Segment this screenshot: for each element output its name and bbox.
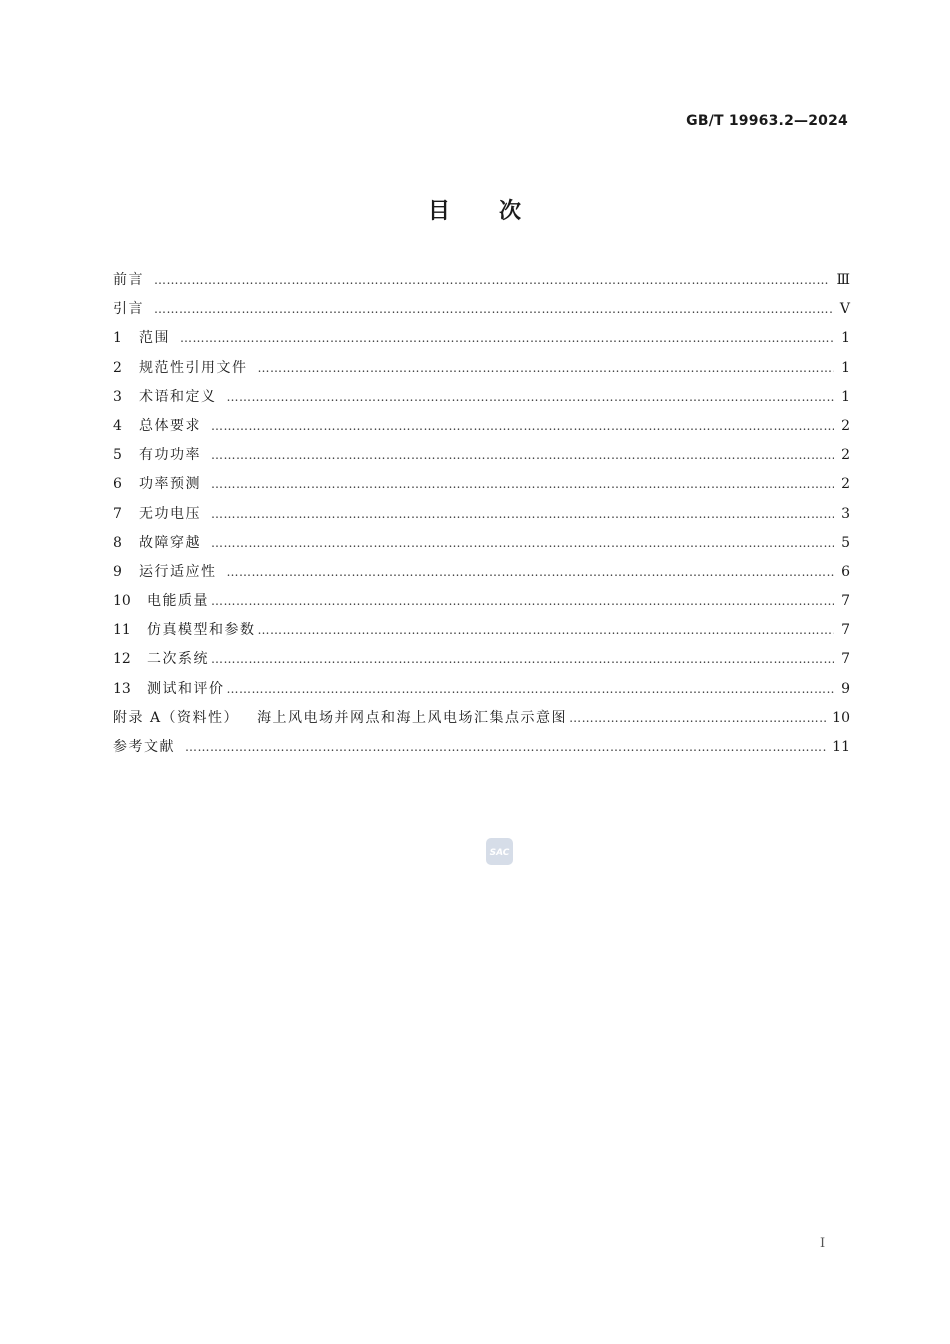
toc-entry-label: 范围	[139, 330, 170, 347]
toc-entry-label: 有功功率	[139, 447, 201, 464]
toc-entry-general-requirements[interactable]	[113, 415, 850, 444]
toc-entry-label: 无功电压	[139, 505, 201, 522]
toc-leader-dots	[227, 565, 835, 579]
toc-leader-dots	[258, 623, 835, 637]
toc-entry-page: 7	[841, 593, 850, 610]
toc-leader-dots	[154, 302, 834, 316]
toc-entry-active-power[interactable]	[113, 444, 850, 473]
toc-leader-dots	[227, 682, 835, 696]
toc-entry-number: 7	[113, 505, 122, 522]
toc-entry-page: 2	[841, 476, 850, 493]
sac-logo-icon	[486, 838, 513, 865]
toc-entry-label: 附录 A（资料性）	[113, 709, 240, 726]
toc-entry-page: Ⅲ	[836, 272, 850, 288]
toc-leader-dots	[211, 594, 834, 608]
toc-entry-power-quality[interactable]	[113, 590, 850, 619]
toc-entry-label: 规范性引用文件	[139, 359, 248, 376]
toc-entry-reactive-voltage[interactable]	[113, 503, 850, 532]
toc-entry-bibliography[interactable]	[113, 736, 850, 765]
toc-entry-simulation-model[interactable]	[113, 619, 850, 648]
toc-leader-dots	[569, 711, 826, 725]
toc-entry-label: 参考文献	[113, 739, 175, 755]
toc-entry-page: 1	[841, 388, 850, 405]
toc-entry-label: 功率预测	[139, 476, 201, 493]
toc-entry-number: 6	[113, 476, 122, 493]
toc-leader-dots	[211, 448, 834, 462]
toc-entry-label: 二次系统	[147, 651, 209, 668]
toc-entry-label: 前言	[113, 272, 144, 288]
toc-entry-label: 运行适应性	[139, 563, 217, 580]
table-of-contents	[113, 269, 850, 765]
toc-leader-dots	[154, 273, 830, 287]
toc-entry-foreword[interactable]	[113, 269, 850, 298]
toc-entry-page: 10	[832, 709, 850, 726]
toc-entry-label: 引言	[113, 301, 144, 318]
toc-leader-dots	[227, 390, 835, 404]
toc-leader-dots	[211, 507, 834, 521]
toc-entry-secondary-system[interactable]	[113, 648, 850, 677]
toc-entry-terms[interactable]	[113, 386, 850, 415]
toc-entry-number: 8	[113, 534, 122, 551]
toc-entry-number: 11	[113, 622, 131, 639]
toc-entry-label: 电能质量	[147, 593, 209, 610]
toc-leader-dots	[211, 536, 834, 550]
toc-entry-annex-a[interactable]	[113, 707, 850, 736]
toc-entry-introduction[interactable]	[113, 298, 850, 327]
toc-leader-dots	[180, 331, 834, 345]
toc-entry-page: Ⅴ	[839, 301, 850, 318]
toc-entry-page: 11	[832, 739, 850, 755]
toc-entry-page: 2	[841, 417, 850, 434]
toc-entry-page: 3	[841, 505, 850, 522]
toc-entry-page: 7	[841, 651, 850, 668]
page-title	[0, 194, 950, 225]
toc-entry-label: 故障穿越	[139, 534, 201, 551]
toc-entry-number: 2	[113, 359, 122, 376]
toc-entry-page: 6	[841, 563, 850, 580]
toc-entry-number: 9	[113, 563, 122, 580]
toc-entry-normative-references[interactable]	[113, 357, 850, 386]
sac-logo-text: SAC	[489, 848, 510, 858]
toc-entry-label: 总体要求	[139, 417, 201, 434]
toc-leader-dots	[211, 652, 834, 666]
title-part-2: 次	[499, 199, 523, 224]
toc-entry-label: 术语和定义	[139, 388, 217, 405]
toc-entry-page: 1	[841, 330, 850, 347]
toc-entry-label: 测试和评价	[147, 680, 225, 697]
toc-entry-number: 12	[113, 651, 131, 668]
toc-entry-number: 13	[113, 680, 131, 697]
toc-entry-page: 1	[841, 359, 850, 376]
toc-entry-page: 2	[841, 447, 850, 464]
toc-entry-fault-ride-through[interactable]	[113, 532, 850, 561]
toc-leader-dots	[211, 477, 834, 491]
page-number: I	[820, 1236, 826, 1251]
toc-leader-dots	[258, 361, 835, 375]
toc-leader-dots	[211, 419, 834, 433]
toc-entry-page: 9	[841, 680, 850, 697]
toc-entry-number: 4	[113, 417, 122, 434]
toc-entry-sublabel: 海上风电场并网点和海上风电场汇集点示意图	[257, 709, 568, 726]
toc-entry-page: 7	[841, 622, 850, 639]
toc-entry-scope[interactable]	[113, 327, 850, 356]
toc-entry-page: 5	[841, 534, 850, 551]
toc-entry-number: 3	[113, 388, 122, 405]
toc-entry-number: 1	[113, 330, 122, 347]
standard-number: GB/T 19963.2—2024	[686, 113, 848, 129]
toc-entry-number: 10	[113, 593, 131, 610]
toc-entry-number: 5	[113, 447, 122, 464]
sac-logo-watermark	[486, 838, 513, 865]
toc-entry-testing-evaluation[interactable]	[113, 678, 850, 707]
toc-entry-operation-adaptability[interactable]	[113, 561, 850, 590]
toc-leader-dots	[185, 740, 826, 754]
toc-entry-label: 仿真模型和参数	[147, 622, 256, 639]
title-part-1: 目	[427, 199, 451, 224]
toc-entry-power-forecast[interactable]	[113, 473, 850, 502]
